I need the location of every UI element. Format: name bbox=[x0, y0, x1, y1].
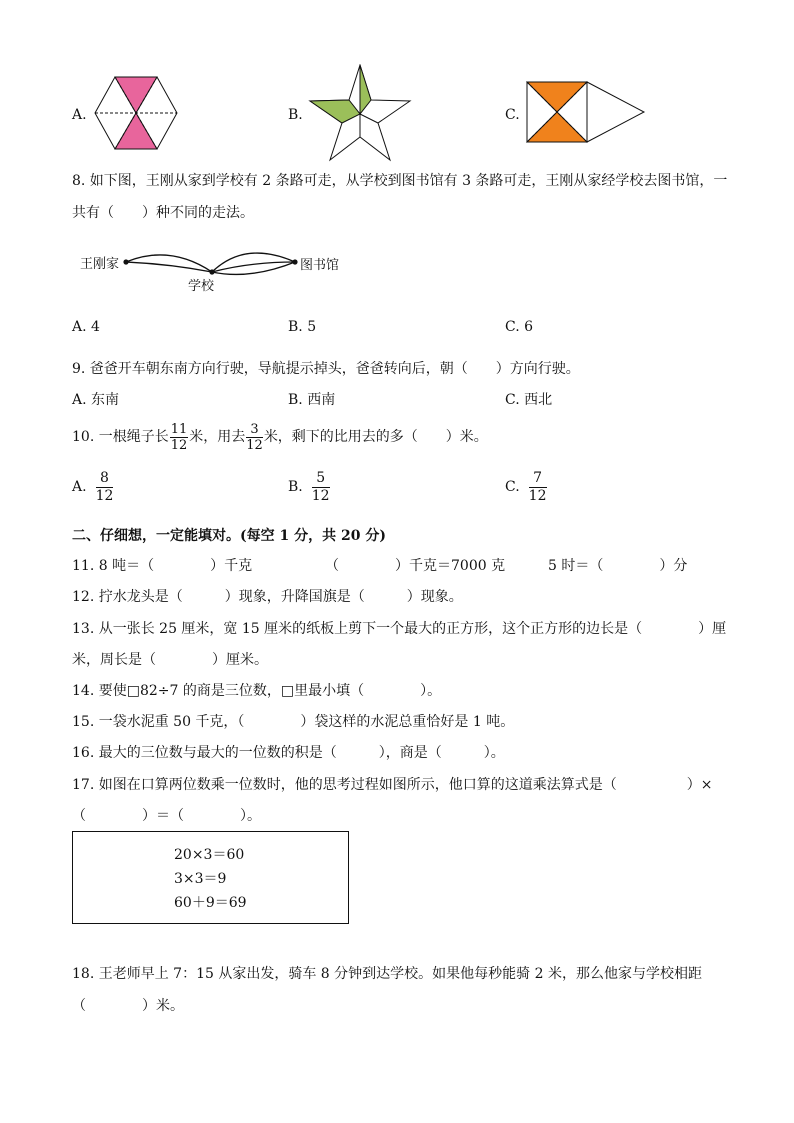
q10-f1-denominator: 12 bbox=[170, 437, 188, 453]
q9-option-b: B. 西南 bbox=[288, 392, 336, 408]
q14-text: 14. 要使□82÷7 的商是三位数，□里最小填（ ）。 bbox=[72, 683, 442, 699]
q11-part1: 11. 8 吨＝（ ）千克 bbox=[72, 558, 253, 574]
q17-text-line1: 17. 如图在口算两位数乘一位数时，他的思考过程如图所示，他口算的这道乘法算式是（ ）× bbox=[72, 777, 713, 793]
q10-f1-numerator: 11 bbox=[170, 421, 188, 437]
q8-option-a: A. 4 bbox=[72, 319, 100, 335]
q13-text-line1: 13. 从一张长 25 厘米，宽 15 厘米的纸板上剪下一个最大的正方形，这个正方形的边长是（ ）厘 bbox=[72, 621, 727, 637]
route-diagram bbox=[120, 244, 304, 280]
diagram-home-label: 王刚家 bbox=[80, 257, 120, 272]
q10-option-c-label: C. bbox=[505, 479, 520, 495]
q18-text-line2: （ ）米。 bbox=[72, 998, 184, 1014]
q10-prefix: 10. 一根绳子长 bbox=[72, 429, 169, 445]
q10-fraction-length bbox=[170, 422, 189, 453]
q17-thinking-box bbox=[72, 831, 349, 924]
q10-option-c-fraction bbox=[529, 470, 547, 505]
q10-option-b-numerator: 5 bbox=[312, 470, 330, 488]
library-dot bbox=[292, 259, 297, 264]
q15-text: 15. 一袋水泥重 50 千克，（ ）袋这样的水泥总重恰好是 1 吨。 bbox=[72, 714, 515, 730]
star-figure bbox=[308, 64, 412, 162]
q10-option-b-denominator: 12 bbox=[311, 487, 330, 504]
q10-f2-numerator: 3 bbox=[246, 422, 263, 438]
q10-option-a-numerator: 8 bbox=[96, 470, 114, 488]
q10-option-c bbox=[505, 466, 548, 508]
q10-fraction-used bbox=[246, 422, 263, 453]
school-dot bbox=[209, 269, 214, 274]
q18-text-line1: 18. 王老师早上 7：15 从家出发，骑车 8 分钟到达学校。如果他每秒能骑 2 米，那么他家与学校相距 bbox=[72, 966, 702, 982]
q10-f2-denominator: 12 bbox=[246, 437, 263, 453]
section-2-title: 二、仔细想，一定能填对。(每空 1 分，共 20 分) bbox=[72, 528, 386, 544]
q9-option-c: C. 西北 bbox=[505, 392, 553, 408]
q8-option-c: C. 6 bbox=[505, 319, 534, 335]
q9-option-a: A. 东南 bbox=[72, 392, 120, 408]
diagram-library-label: 图书馆 bbox=[300, 258, 340, 273]
q10-option-b-fraction bbox=[312, 470, 330, 505]
q11-part3: 5 时＝（ ）分 bbox=[548, 558, 688, 574]
q8-text-line1: 8. 如下图，王刚从家到学校有 2 条路可走，从学校到图书馆有 3 条路可走，王刚从家经学校去图书馆，一 bbox=[72, 173, 728, 189]
home-dot bbox=[123, 259, 128, 264]
q7-option-c-label: C. bbox=[505, 107, 520, 123]
q8-option-b: B. 5 bbox=[288, 319, 317, 335]
q17-step-2: 3×3＝9 bbox=[174, 871, 227, 887]
q7-option-a-label: A. bbox=[72, 107, 87, 123]
q10-suffix: 米，剩下的比用去的多（ ）米。 bbox=[263, 429, 488, 445]
q11-part2: （ ）千克＝7000 克 bbox=[325, 558, 506, 574]
q10-option-b-label: B. bbox=[288, 479, 303, 495]
q16-text: 16. 最大的三位数与最大的一位数的积是（ ），商是（ ）。 bbox=[72, 745, 505, 761]
square-triangle-figure bbox=[526, 81, 646, 143]
q13-text-line2: 米，周长是（ ）厘米。 bbox=[72, 652, 268, 668]
diagram-school-label: 学校 bbox=[188, 279, 215, 294]
q10-option-b bbox=[288, 466, 331, 508]
hexagon-figure bbox=[94, 76, 178, 150]
q10-option-a-label: A. bbox=[72, 479, 87, 495]
q10-option-c-denominator: 12 bbox=[528, 487, 547, 504]
q10-option-a bbox=[72, 466, 114, 508]
q10-option-a-fraction bbox=[96, 470, 114, 505]
q17-text-line2: （ ）＝（ ）。 bbox=[72, 808, 261, 824]
q10-mid: 米，用去 bbox=[189, 429, 246, 445]
q12-text: 12. 拧水龙头是（ ）现象，升降国旗是（ ）现象。 bbox=[72, 589, 463, 605]
q8-text-line2: 共有（ ）种不同的走法。 bbox=[72, 205, 254, 221]
q9-text: 9. 爸爸开车朝东南方向行驶，导航提示掉头，爸爸转向后，朝（ ）方向行驶。 bbox=[72, 361, 580, 377]
q10-text bbox=[72, 415, 488, 459]
q10-option-c-numerator: 7 bbox=[529, 470, 547, 488]
q17-step-3: 60＋9＝69 bbox=[174, 895, 247, 911]
q10-option-a-denominator: 12 bbox=[95, 487, 114, 504]
q17-step-1: 20×3＝60 bbox=[174, 847, 245, 863]
q7-option-b-label: B. bbox=[288, 107, 303, 123]
